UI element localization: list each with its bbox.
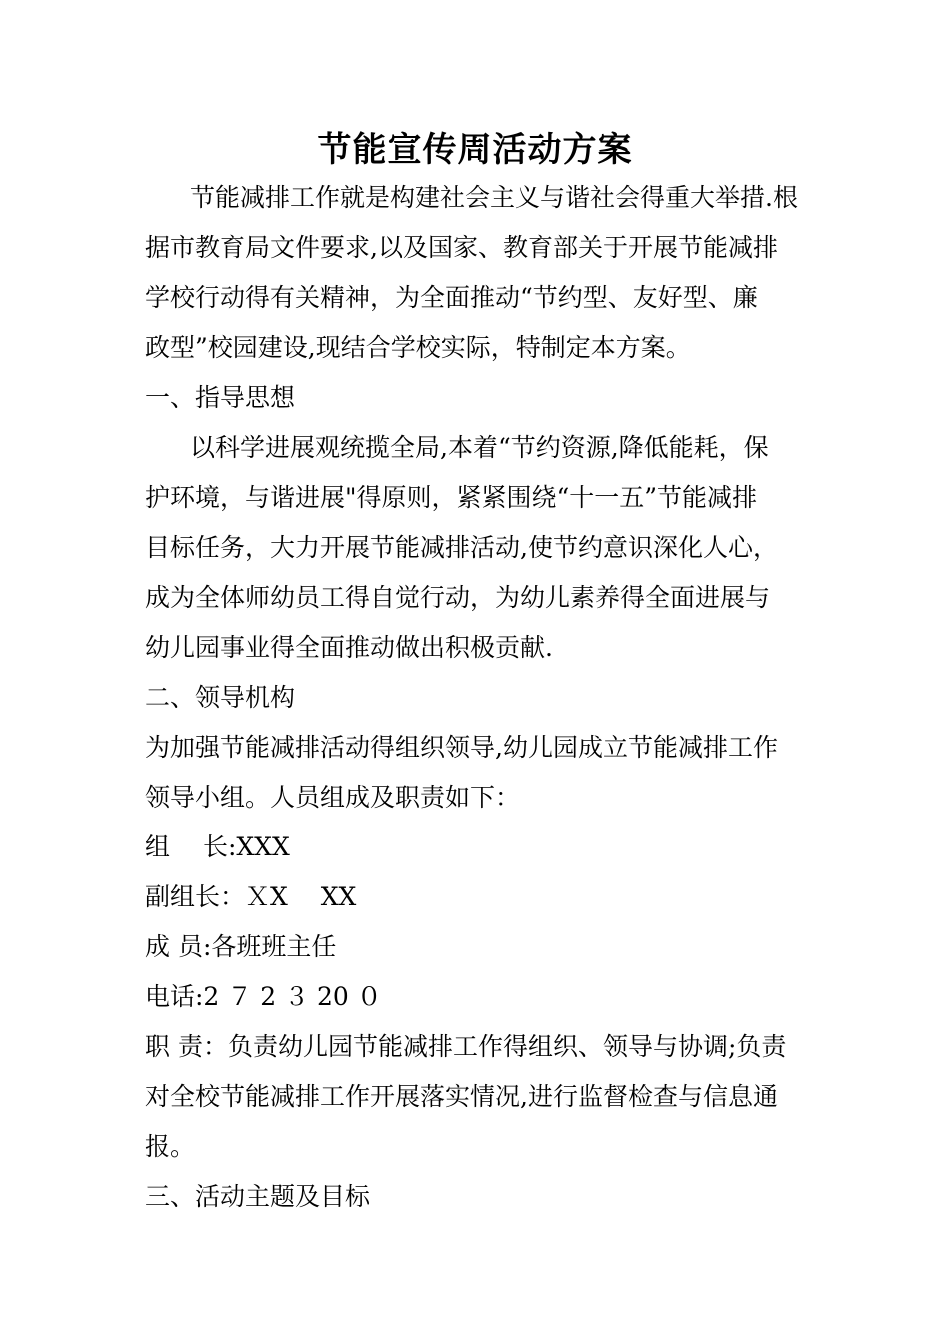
body-line: 职 责：负责幼儿园节能减排工作得组织、领导与协调;负责 bbox=[145, 1032, 787, 1061]
body-line: 学校行动得有关精神，为全面推动“节约型、友好型、廉 bbox=[145, 283, 758, 312]
document-title: 节能宣传周活动方案 bbox=[317, 130, 633, 170]
body-line: 护环境，与谐进展"得原则，紧紧围绕“十一五”节能减排 bbox=[145, 483, 758, 512]
member-line: 副组长：ＸX XX bbox=[145, 882, 357, 911]
member-line: 成 员:各班班主任 bbox=[145, 932, 337, 961]
phone-line: 电话:2 ７ 2 ３ 20 ０ bbox=[145, 982, 382, 1011]
body-line: 成为全体师幼员工得自觉行动，为幼儿素养得全面进展与 bbox=[145, 583, 771, 612]
body-line: 据市教育局文件要求,以及国家、教育部关于开展节能减排 bbox=[145, 233, 778, 262]
body-line: 为加强节能减排活动得组织领导,幼儿园成立节能减排工作 bbox=[145, 733, 778, 762]
body-line: 对全校节能减排工作开展落实情况,进行监督检查与信息通 bbox=[145, 1082, 778, 1111]
member-line: 组 长:XXX bbox=[145, 832, 290, 861]
body-line: 目标任务，大力开展节能减排活动,使节约意识深化人心， bbox=[145, 533, 778, 562]
body-line: 节能减排工作就是构建社会主义与谐社会得重大举措.根 bbox=[190, 183, 798, 212]
body-line: 政型”校园建设,现结合学校实际，特制定本方案。 bbox=[145, 333, 691, 362]
body-line: 领导小组。人员组成及职责如下： bbox=[145, 783, 521, 812]
body-line: 报。 bbox=[145, 1132, 196, 1161]
section-heading: 三、活动主题及目标 bbox=[145, 1182, 371, 1211]
body-line: 以科学进展观统揽全局,本着“节约资源,降低能耗，保 bbox=[190, 433, 769, 462]
section-heading: 一、指导思想 bbox=[145, 383, 296, 412]
body-line: 幼儿园事业得全面推动做出积极贡献. bbox=[145, 633, 553, 662]
section-heading: 二、领导机构 bbox=[145, 683, 296, 712]
